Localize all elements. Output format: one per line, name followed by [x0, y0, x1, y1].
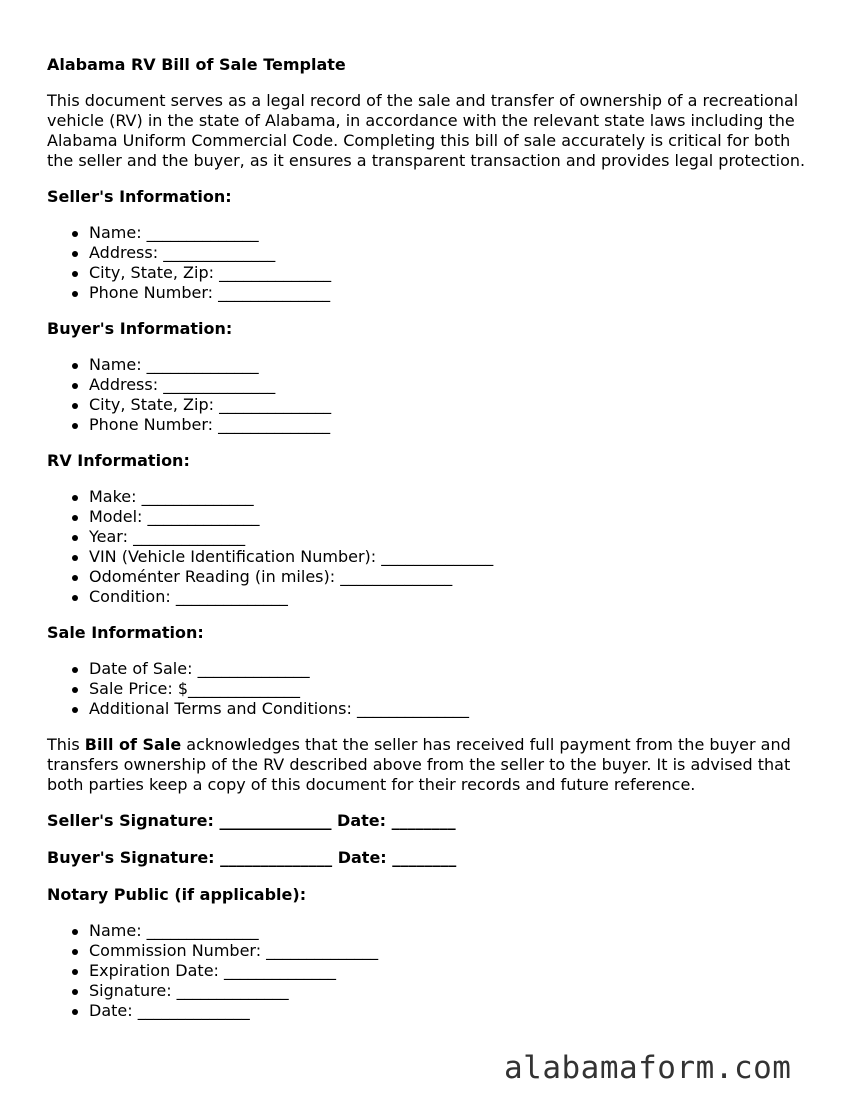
notary-name-field: Name: ______________: [89, 921, 807, 941]
sale-terms-field: Additional Terms and Conditions: ______________: [89, 699, 807, 719]
sale-heading: Sale Information:: [47, 623, 204, 642]
seller-signature-line: Seller's Signature: ______________ Date: ________: [47, 811, 456, 830]
seller-phone-field: Phone Number: ______________: [89, 283, 807, 303]
notary-signature-field: Signature: ______________: [89, 981, 807, 1001]
notary-expiration-field: Expiration Date: ______________: [89, 961, 807, 981]
rv-make-field: Make: ______________: [89, 487, 807, 507]
site-watermark: alabamaform.com: [504, 1050, 792, 1086]
rv-vin-field: VIN (Vehicle Identification Number): ______________: [89, 547, 807, 567]
closing-paragraph: [47, 735, 807, 795]
buyer-city-state-zip-field: City, State, Zip: ______________: [89, 395, 807, 415]
notary-commission-field: Commission Number: ______________: [89, 941, 807, 961]
intro-paragraph: This document serves as a legal record of the sale and transfer of ownership of a recreational vehicle (RV) in the state of Alabama, in accordance with the relevant state laws including the Alabama Uniform Commercial Code. Completing this bill of sale accurately is critical for both the seller and the buyer, as it ensures a transparent transaction and provides legal protection.: [47, 91, 806, 170]
rv-model-field: Model: ______________: [89, 507, 807, 527]
notary-list: [47, 921, 807, 1021]
rv-list: [47, 487, 807, 607]
notary-heading: Notary Public (if applicable):: [47, 885, 307, 904]
closing-bold-term: Bill of Sale: [84, 735, 182, 754]
notary-date-field: Date: ______________: [89, 1001, 807, 1021]
document: [47, 55, 807, 1037]
buyer-name-field: Name: ______________: [89, 355, 807, 375]
closing-prefix: This: [47, 735, 85, 754]
rv-year-field: Year: ______________: [89, 527, 807, 547]
buyer-signature-line: Buyer's Signature: ______________ Date: ________: [47, 848, 457, 867]
rv-heading: RV Information:: [47, 451, 190, 470]
sale-date-field: Date of Sale: ______________: [89, 659, 807, 679]
seller-name-field: Name: ______________: [89, 223, 807, 243]
rv-condition-field: Condition: ______________: [89, 587, 807, 607]
buyer-phone-field: Phone Number: ______________: [89, 415, 807, 435]
rv-odometer-field: Odoménter Reading (in miles): ______________: [89, 567, 807, 587]
seller-heading: Seller's Information:: [47, 187, 232, 206]
closing-suffix: acknowledges that the seller has received full payment from the buyer and transfers ownership of the RV described above from the seller to the buyer. It is advised that both parties keep a copy of this document for their records and future reference.: [47, 735, 791, 794]
sale-list: [47, 659, 807, 719]
seller-address-field: Address: ______________: [89, 243, 807, 263]
buyer-address-field: Address: ______________: [89, 375, 807, 395]
seller-city-state-zip-field: City, State, Zip: ______________: [89, 263, 807, 283]
buyer-heading: Buyer's Information:: [47, 319, 233, 338]
document-title: Alabama RV Bill of Sale Template: [47, 55, 346, 74]
seller-list: [47, 223, 807, 303]
sale-price-field: Sale Price: $______________: [89, 679, 807, 699]
buyer-list: [47, 355, 807, 435]
